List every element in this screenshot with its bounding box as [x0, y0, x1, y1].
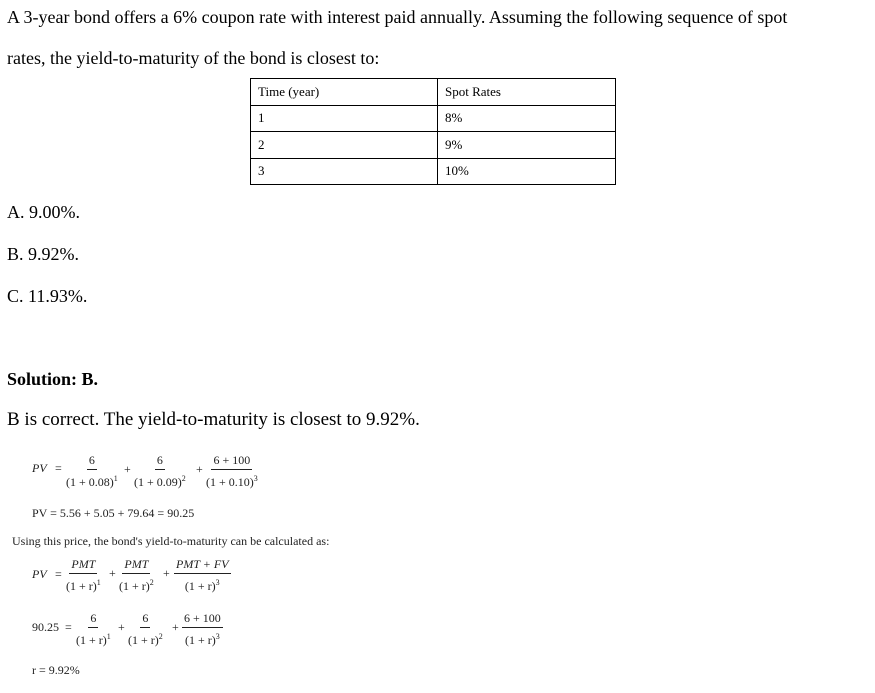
result-r: r = 9.92%	[32, 663, 80, 677]
denominator: (1 + r)	[119, 579, 150, 593]
numerator: PMT	[122, 558, 150, 574]
fraction-term-2	[134, 454, 186, 489]
table-row	[251, 158, 616, 185]
table-cell: 3	[251, 158, 438, 185]
exponent: 2	[181, 474, 186, 483]
exponent: 3	[253, 474, 258, 483]
exponent: 3	[215, 578, 220, 587]
fraction-term-3	[182, 612, 223, 647]
exponent: 2	[158, 632, 163, 641]
numerator: PMT + FV	[174, 558, 231, 574]
pv-sum: PV = 5.56 + 5.05 + 79.64 = 90.25	[32, 506, 195, 520]
plus-sign: +	[163, 566, 170, 580]
plus-sign: +	[172, 620, 179, 634]
denominator: (1 + r)	[66, 579, 97, 593]
exponent: 1	[106, 632, 111, 641]
denominator: (1 + r)	[185, 633, 216, 647]
denominator: (1 + r)	[128, 633, 159, 647]
equals-sign: =	[55, 461, 62, 475]
exponent: 1	[96, 578, 101, 587]
table-cell: 9%	[438, 132, 616, 159]
solution-title: Solution: B.	[7, 369, 99, 389]
plus-sign: +	[118, 620, 125, 634]
table-cell: 1	[251, 105, 438, 132]
option-b[interactable]: B. 9.92%.	[7, 244, 79, 264]
numerator: 6 + 100	[182, 612, 223, 628]
pv-symbol: PV	[32, 567, 47, 581]
fraction-term-1	[66, 454, 118, 489]
header-spot-rates: Spot Rates	[438, 79, 616, 106]
denominator: (1 + r)	[184, 579, 216, 593]
numerator: 6	[88, 612, 98, 628]
pv-symbol: PV	[32, 461, 47, 475]
table-cell: 2	[251, 132, 438, 159]
table-row	[251, 132, 616, 159]
spot-rate-table	[250, 78, 616, 185]
numerator: 6	[87, 454, 97, 470]
ytm-intro-text: Using this price, the bond's yield-to-maturity can be calculated as:	[12, 534, 330, 548]
solution-explanation: B is correct. The yield-to-maturity is closest to 9.92%.	[7, 409, 420, 430]
numerator: 6 + 100	[211, 454, 252, 470]
plus-sign: +	[109, 566, 116, 580]
table-row	[251, 105, 616, 132]
fraction-term-3	[206, 454, 258, 489]
denominator: (1 + 0.08)	[66, 475, 114, 489]
fraction-term-2	[119, 558, 154, 593]
fraction-term-1	[76, 612, 111, 647]
numerator: PMT	[69, 558, 97, 574]
equals-sign: =	[55, 567, 62, 581]
table-cell: 8%	[438, 105, 616, 132]
numerator: 6	[140, 612, 150, 628]
denominator: (1 + r)	[76, 633, 107, 647]
table-header-row	[251, 79, 616, 106]
option-c[interactable]: C. 11.93%.	[7, 286, 88, 306]
plus-sign: +	[196, 462, 203, 476]
exponent: 2	[149, 578, 154, 587]
header-time: Time (year)	[251, 79, 438, 106]
fraction-term-1	[66, 558, 101, 593]
exponent: 1	[113, 474, 118, 483]
fraction-term-3	[174, 558, 231, 593]
price-value: 90.25	[32, 620, 59, 634]
denominator: (1 + 0.09)	[134, 475, 182, 489]
fraction-term-2	[128, 612, 163, 647]
question-line-2: rates, the yield-to-maturity of the bond is closest to:	[7, 48, 380, 68]
table-cell: 10%	[438, 158, 616, 185]
option-a[interactable]: A. 9.00%.	[7, 202, 80, 222]
question-line-1: A 3-year bond offers a 6% coupon rate with interest paid annually. Assuming the following sequence of spot	[7, 7, 788, 27]
equals-sign: =	[65, 620, 72, 634]
denominator: (1 + 0.10)	[206, 475, 254, 489]
numerator: 6	[155, 454, 165, 470]
exponent: 3	[215, 632, 220, 641]
plus-sign: +	[124, 462, 131, 476]
